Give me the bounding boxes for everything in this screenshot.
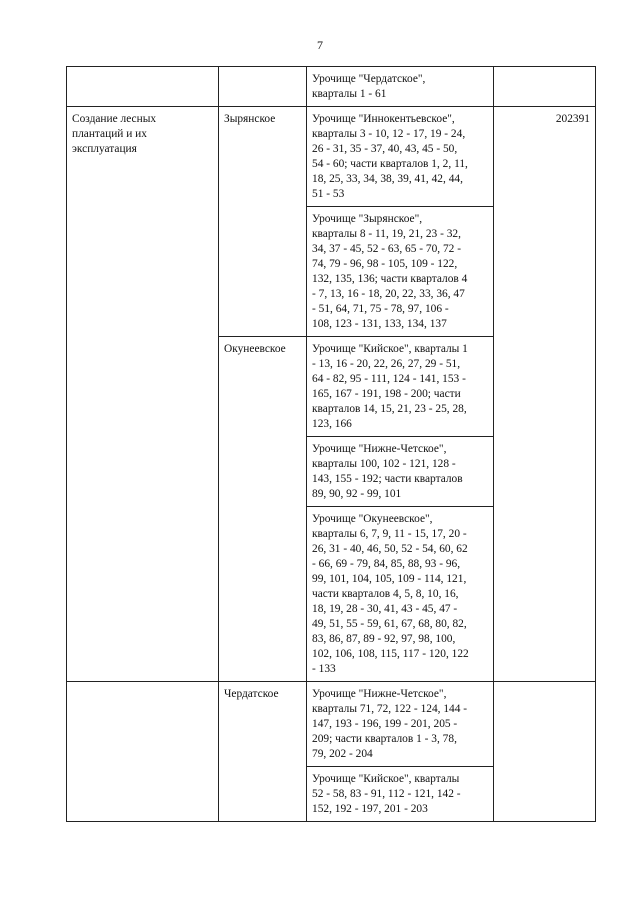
value-cell (494, 682, 596, 822)
activity-cell: Создание лесных плантаций и их эксплуатация (67, 107, 219, 682)
page-number: 7 (317, 38, 323, 52)
area-cell: Урочище "Чердатское", кварталы 1 - 61 (307, 67, 494, 107)
table-row (67, 107, 596, 207)
area-cell: Урочище "Окунеевское", кварталы 6, 7, 9, 11 - 15, 17, 20 - 26, 31 - 40, 46, 50, 52 - 54, 60, 62 - 66, 69 - 79, 84, 85, 88, 93 - 96, 99, 101, 104, 105, 109 - 114, 121, части кварталов 4, 5, 8, 10, 16, 18, 19, 28 - 30, 41, 43 - 45, 47 - 49, 51, 55 - 59, 61, 67, 68, 80, 82, 83, 86, 87, 89 - 92, 97, 98, 100, 102, 106, 108, 115, 117 - 120, 122 - 133 (307, 507, 494, 682)
area-cell: Урочище "Кийское", кварталы 1 - 13, 16 - 20, 22, 26, 27, 29 - 51, 64 - 82, 95 - 111, 124 - 141, 153 - 165, 167 - 191, 198 - 200; части кварталов 14, 15, 21, 23 - 25, 28, 123, 166 (307, 337, 494, 437)
activity-cell (67, 682, 219, 822)
activity-cell (67, 67, 219, 107)
table-row (67, 682, 596, 767)
forestry-cell (219, 67, 307, 107)
forestry-cell: Чердатское (219, 682, 307, 822)
value-cell (494, 67, 596, 107)
forest-plantation-table (66, 66, 596, 822)
area-cell: Урочище "Кийское", кварталы 52 - 58, 83 - 91, 112 - 121, 142 - 152, 192 - 197, 201 - 203 (307, 767, 494, 822)
table-row (67, 67, 596, 107)
area-cell: Урочище "Иннокентьевское", кварталы 3 - 10, 12 - 17, 19 - 24, 26 - 31, 35 - 37, 40, 43, 45 - 50, 54 - 60; части кварталов 1, 2, 11, 18, 25, 33, 34, 38, 39, 41, 42, 44, 51 - 53 (307, 107, 494, 207)
area-cell: Урочище "Нижне-Четское", кварталы 100, 102 - 121, 128 - 143, 155 - 192; части кварталов 89, 90, 92 - 99, 101 (307, 437, 494, 507)
forestry-cell: Зырянское (219, 107, 307, 337)
area-cell: Урочище "Нижне-Четское", кварталы 71, 72, 122 - 124, 144 - 147, 193 - 196, 199 - 201, 205 - 209; части кварталов 1 - 3, 78, 79, 202 - 204 (307, 682, 494, 767)
value-cell: 202391 (494, 107, 596, 682)
area-cell: Урочище "Зырянское", кварталы 8 - 11, 19, 21, 23 - 32, 34, 37 - 45, 52 - 63, 65 - 70, 72 - 74, 79 - 96, 98 - 105, 109 - 122, 132, 135, 136; части кварталов 4 - 7, 13, 16 - 18, 20, 22, 33, 36, 47 - 51, 64, 71, 75 - 78, 97, 106 - 108, 123 - 131, 133, 134, 137 (307, 207, 494, 337)
forestry-cell: Окунеевское (219, 337, 307, 682)
